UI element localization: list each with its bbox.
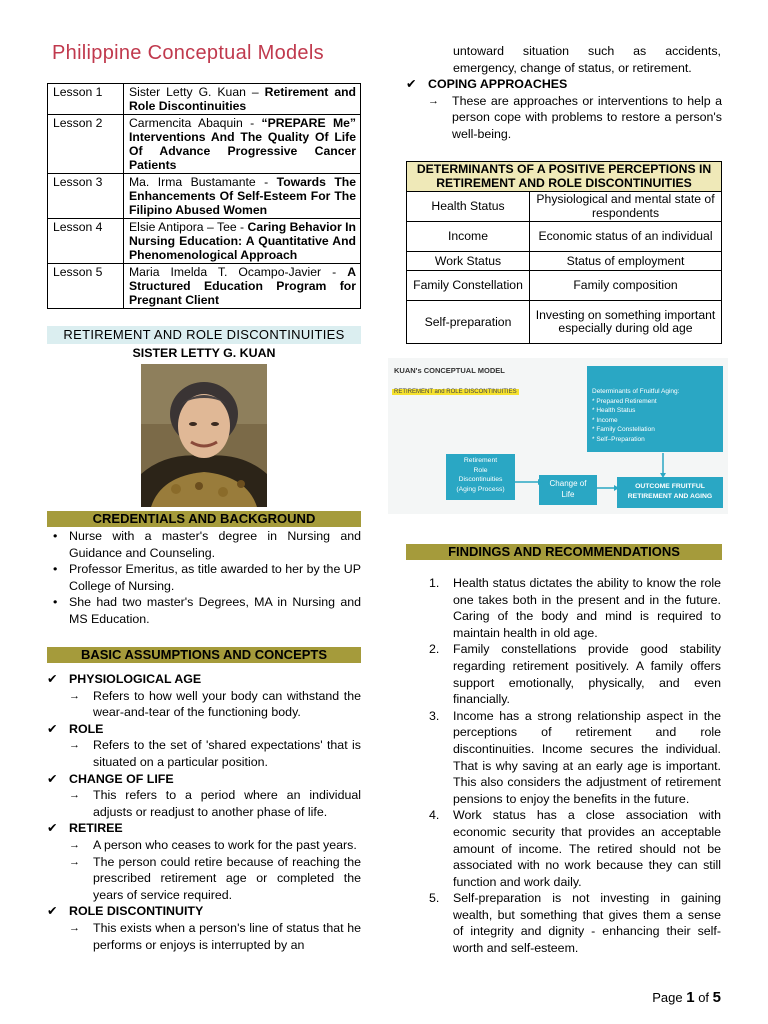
box-line: OUTCOME FRUITFUL: [635, 483, 705, 490]
list-number: 5.: [429, 891, 440, 906]
lesson-number: Lesson 4: [48, 219, 124, 264]
list-item: • Professor Emeritus, as title awarded to her by the UP College of Nursing.: [47, 561, 361, 594]
lesson-work: Towards The Enhancements Of Self-Esteem For The Filipino Abused Women: [129, 175, 356, 217]
lesson-author: Ma. Irma Bustamante -: [129, 175, 277, 189]
concept-term: ✔ PHYSIOLOGICAL AGE: [47, 671, 361, 688]
table-row: [48, 264, 361, 309]
lesson-author: Maria Imelda T. Ocampo-Javier -: [129, 265, 348, 279]
concept-term: ✔ ROLE DISCONTINUITY: [47, 903, 361, 920]
concept-definition: → This exists when a person's line of status that he performs or enjoys is interrupted by an: [47, 920, 361, 953]
table-row: [407, 252, 722, 271]
coping-block: [406, 76, 722, 142]
of-word: of: [698, 990, 710, 1005]
box-line: Discontinuities: [458, 476, 503, 483]
box-line: Change of: [549, 479, 587, 488]
concept-definition: → Refers to the set of 'shared expectations' that is situated on a particular position.: [47, 737, 361, 770]
finding-text: Self-preparation is not investing in gaining wealth, but something that gives them a sense of integrity and dignity - enhancing their self-worth and self-esteem.: [453, 891, 721, 956]
concept-definition: → Refers to how well your body can withstand the wear-and-tear of the functioning body.: [47, 688, 361, 721]
finding-text: Family constellations provide good stability regarding retirement positively. A family offers support emotionally, physically, and even financially.: [453, 642, 721, 707]
portrait-image: [141, 364, 267, 507]
concept-definition: → The person could retire because of reaching the prescribed retirement age or completed the years of service required.: [47, 854, 361, 904]
list-item: [405, 575, 721, 641]
lesson-author: Carmencita Abaquin -: [129, 116, 262, 130]
page-total: 5: [712, 989, 721, 1006]
box-line: Role: [473, 466, 488, 474]
list-item: [405, 807, 721, 890]
det-item: * Self–Preparation: [592, 435, 645, 443]
section-author: SISTER LETTY G. KUAN: [132, 346, 276, 360]
box-line: Life: [561, 490, 575, 499]
concept-definition: → These are approaches or interventions to help a person cope with problems to restore a person's well-being.: [406, 93, 722, 143]
lesson-description: [124, 84, 361, 115]
finding-text: Income has a strong relationship aspect in the perceptions of retirement and role discontinuities. Income secures the individual. That is why saving at an early age is important. This also considers the adjustment of retirement pensions to enjoy the benefits in the future.: [453, 708, 721, 806]
model-arrows: [388, 358, 728, 514]
table-row: [407, 301, 722, 344]
lesson-description: [124, 174, 361, 219]
findings-heading: FINDINGS AND RECOMMENDATIONS: [406, 544, 722, 560]
determinant-desc: Economic status of an individual: [530, 222, 722, 252]
model-tag: RETIREMENT and ROLE DISCONTINUITIES: [394, 389, 517, 395]
lesson-description: [124, 264, 361, 309]
determinant-name: Health Status: [407, 192, 530, 222]
determinants-heading: DETERMINANTS OF A POSITIVE PERCEPTIONS IN RETIREMENT AND ROLE DISCONTINUITIES: [407, 162, 722, 192]
continued-text: untoward situation such as accidents, emergency, change of status, or retirement.: [453, 44, 721, 75]
section-heading: RETIREMENT AND ROLE DISCONTINUITIES: [47, 326, 361, 344]
concept-term: ✔ RETIREE: [47, 820, 361, 837]
lesson-work: Retirement and Role Discontinuities: [129, 85, 356, 113]
concept-term: ✔ COPING APPROACHES: [406, 76, 722, 93]
table-row: [48, 174, 361, 219]
det-item: * Family Constellation: [592, 426, 655, 433]
lesson-number: Lesson 2: [48, 115, 124, 174]
box-line: RETIREMENT AND AGING: [627, 493, 713, 500]
concept-term: ✔ ROLE: [47, 721, 361, 738]
table-row: [48, 219, 361, 264]
list-number: 4.: [429, 808, 440, 823]
lessons-table: [47, 83, 361, 309]
lesson-number: Lesson 1: [48, 84, 124, 115]
lesson-number: Lesson 3: [48, 174, 124, 219]
conceptual-model-figure: [388, 358, 728, 514]
lesson-work: A Structured Education Program for Pregnant Client: [129, 265, 356, 307]
determinants-table: [406, 161, 722, 344]
lesson-author: Sister Letty G. Kuan –: [129, 85, 265, 99]
determinant-desc: Investing on something important especially during old age: [530, 301, 722, 344]
list-item: [405, 890, 721, 956]
findings-list: [405, 575, 721, 957]
credentials-list: [47, 528, 361, 628]
lesson-work: “PREPARE Me” Interventions And The Quality Of Life Of Advance Progressive Cancer Patients: [129, 116, 356, 172]
list-number: 3.: [429, 708, 440, 723]
det-item: * Prepared Retirement: [592, 397, 657, 405]
determinant-desc: Status of employment: [530, 252, 722, 271]
box-line: Retirement: [463, 457, 498, 464]
list-item: • She had two master's Degrees, MA in Nursing and MS Education.: [47, 594, 361, 627]
finding-text: Health status dictates the ability to know the role one takes both in the present and in the future. Caring of the body and mind is required to maintain health in old age.: [453, 576, 721, 640]
concept-definition: → This refers to a period where an individual adjusts or readjust to another phase of life.: [47, 787, 361, 820]
det-item: * Income: [592, 416, 618, 424]
lesson-number: Lesson 5: [48, 264, 124, 309]
page-title: Philippine Conceptual Models: [52, 42, 324, 64]
det-title: Determinants of Fruitful Aging:: [592, 388, 680, 395]
assumptions-heading: BASIC ASSUMPTIONS AND CONCEPTS: [47, 647, 361, 663]
list-item: [405, 708, 721, 808]
lesson-description: [124, 115, 361, 174]
concept-definition: → A person who ceases to work for the past years.: [47, 837, 361, 854]
table-row: [407, 222, 722, 252]
finding-text: Work status has a close association with economic security that provides an acceptable amount of income. The retired should not be associated with no work because they can still function and work daily.: [453, 808, 721, 889]
model-title: KUAN's CONCEPTUAL MODEL: [394, 366, 505, 375]
lesson-description: [124, 219, 361, 264]
list-number: 1.: [429, 576, 440, 590]
determinant-desc: Physiological and mental state of respondents: [530, 192, 722, 222]
table-row: [407, 192, 722, 222]
box-line: (Aging Process): [456, 485, 505, 493]
concepts-list: [47, 671, 361, 953]
list-number: 2.: [429, 642, 440, 657]
lesson-work: Caring Behavior In Nursing Education: A Quantitative And Phenomenological Approach: [129, 220, 356, 262]
determinant-name: Income: [407, 222, 530, 252]
determinant-name: Work Status: [407, 252, 530, 271]
table-row: [407, 271, 722, 301]
page-current: 1: [686, 989, 695, 1006]
credentials-heading: CREDENTIALS AND BACKGROUND: [47, 511, 361, 527]
concept-term: ✔ CHANGE OF LIFE: [47, 771, 361, 788]
list-item: • Nurse with a master's degree in Nursing and Guidance and Counseling.: [47, 528, 361, 561]
table-row: [48, 115, 361, 174]
list-item: [405, 641, 721, 707]
page-word: Page: [652, 990, 683, 1005]
determinant-desc: Family composition: [530, 271, 722, 301]
table-row: [48, 84, 361, 115]
author-photo: [141, 364, 267, 507]
determinant-name: Self-preparation: [407, 301, 530, 344]
determinant-name: Family Constellation: [407, 271, 530, 301]
det-item: * Health Status: [592, 407, 636, 414]
page-footer: [652, 989, 721, 1006]
lesson-author: Elsie Antipora – Tee -: [129, 220, 248, 234]
